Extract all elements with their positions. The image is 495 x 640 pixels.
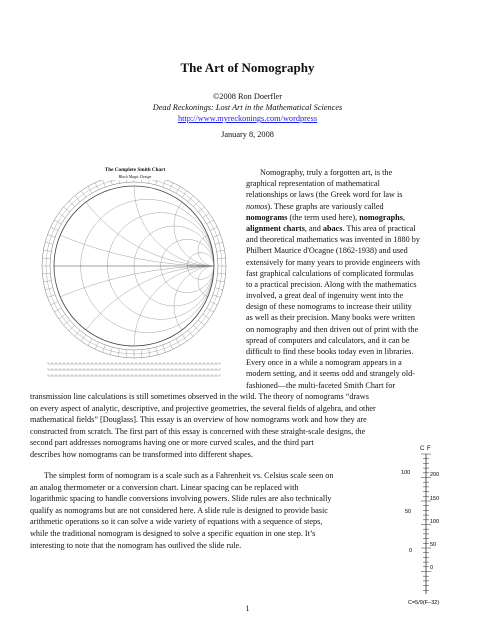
- scale-right-tick-label: 50: [430, 542, 437, 548]
- text-line: design of these nomograms to increase their utility: [246, 302, 412, 312]
- text-line: relationships or laws (the Greek word for law is: [246, 190, 403, 200]
- text-line: to a practical precision. Along with the mathematics: [246, 279, 417, 289]
- text-line: Philbert Maurice d'Ocagne (1862-1938) and used: [246, 246, 408, 256]
- text-line: fashioned—the multi-faceted Smith Chart for: [246, 380, 396, 390]
- temperature-scale-figure: [396, 440, 466, 608]
- scale-right-tick-label: 150: [430, 496, 440, 502]
- text-line: transmission line calculations is still sometimes observed in the wild. The theory of nomograms “draws: [30, 392, 369, 401]
- page-number: 1: [245, 604, 250, 613]
- text-line: extensively for many years to provide engineers with: [246, 257, 420, 267]
- smith-chart-caption: The Complete Smith Chart: [104, 167, 166, 173]
- scale-left-tick-label: 100: [401, 470, 411, 476]
- scale-top-label-f: F: [427, 446, 431, 452]
- text-line: constructed from scratch. The first part of this essay is concerned with these straight-scale designs, the: [30, 426, 366, 436]
- text-line: difficult to find these books today even in libraries.: [246, 347, 414, 356]
- text-line: an analog thermometer or a conversion chart. Linear spacing can be replaced with: [30, 482, 299, 492]
- text-line: spread of computers and calculators, and it can be: [246, 335, 410, 345]
- text-line: graphical representation of mathematical: [246, 179, 380, 189]
- text-line: arithmetic operations so it can solve a wide variety of equations with a sequence of steps,: [30, 517, 323, 527]
- scale-right-tick-label: 100: [430, 519, 440, 525]
- text-line: alignment charts, and abacs. This area of practical: [246, 223, 416, 233]
- author-line: ©2008 Ron Doerfler: [213, 92, 282, 101]
- text-line: logarithmic spacing to handle conversions involving powers. Slide rules are also technically: [30, 494, 332, 504]
- text-line: nomos). These graphs are variously called: [246, 201, 384, 211]
- text-line: The simplest form of nomogram is a scale such as a Fahrenheit vs. Celsius scale seen on: [44, 471, 334, 480]
- smith-chart-image: [26, 180, 242, 380]
- scale-bottom-formula: C=5/9(F−32): [408, 600, 440, 606]
- paragraph-1-beside-figure: [246, 167, 486, 391]
- smith-chart-subcaption: Black Magic Design: [118, 174, 152, 179]
- paragraph-2: [30, 470, 400, 551]
- text-line: describes how nomograms can be transformed into different shapes.: [30, 449, 253, 459]
- text-line: and theoretical mathematics was invented in 1880 by: [246, 235, 420, 245]
- text-line: Every once in a while a nomogram appears in a: [246, 358, 402, 368]
- text-line: on nomography and then driven out of print with the: [246, 324, 419, 334]
- text-line: qualify as nomograms but are not considered here. A slide rule is designed to provide basic: [30, 505, 328, 515]
- scale-left-tick-label: 0: [409, 548, 413, 554]
- text-line: nomograms (the term used here), nomographs,: [246, 212, 405, 222]
- text-line: on every aspect of analytic, descriptive, and projective geometries, the several fields of algebra, and other: [30, 403, 376, 413]
- text-line: second part addresses nomograms having one or more curved scales, and the third part: [30, 438, 314, 448]
- text-line: Nomography, truly a forgotten art, is the: [260, 168, 393, 177]
- text-line: as well as their precision. Many books were written: [246, 313, 415, 323]
- book-title: Dead Reckonings: Lost Art in the Mathematical Sciences: [152, 103, 343, 112]
- scale-top-label-c: C: [420, 446, 425, 452]
- text-line: mathematical fields” [Douglass]. This essay is an overview of how nomograms work and how they are: [30, 415, 367, 425]
- url-link[interactable]: http://www.myreckonings.com/wordpress: [177, 114, 318, 123]
- scale-left-tick-label: 50: [405, 509, 412, 515]
- page-title: The Art of Nomography: [180, 60, 315, 75]
- scale-right-tick-label: 200: [430, 472, 440, 478]
- text-line: involved, a great deal of ingenuity went into the: [246, 291, 404, 301]
- scale-right-tick-label: 0: [430, 565, 434, 571]
- text-line: interesting to note that the nomogram has outlived the slide rule.: [30, 540, 242, 550]
- text-line: fast graphical calculations of complicated formulas: [246, 268, 414, 278]
- date-line: January 8, 2008: [221, 130, 274, 139]
- text-line: modern setting, and it seems odd and strangely old-: [246, 369, 415, 379]
- text-line: while the traditional nomogram is designed to solve a specific equation in one step. It’s: [30, 528, 316, 538]
